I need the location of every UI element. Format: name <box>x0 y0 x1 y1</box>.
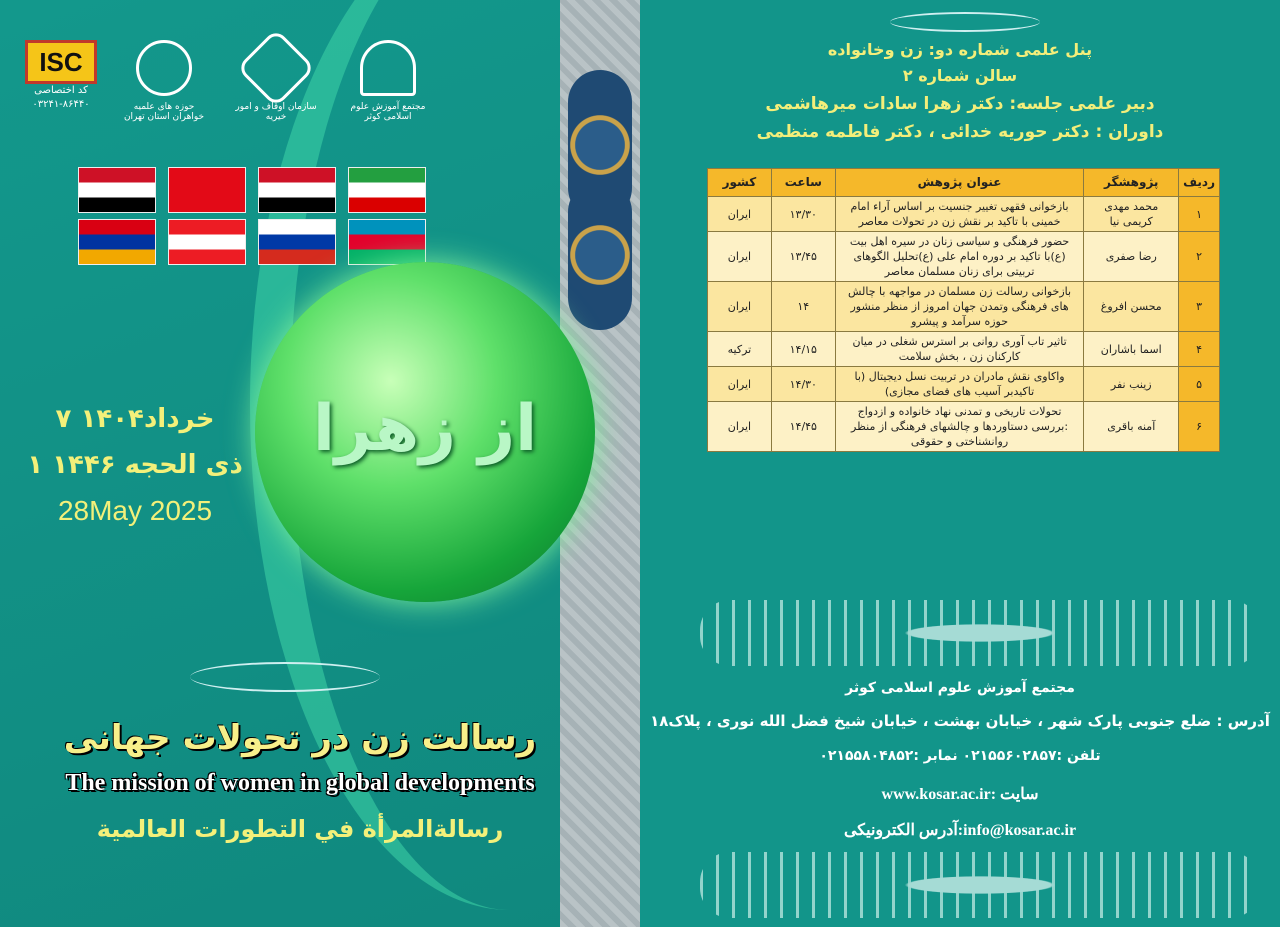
org-logo-seminaries <box>119 40 209 130</box>
col-header-index: ردیف <box>1179 169 1220 197</box>
contact-phone: تلفن :۰۲۱۵۵۶۰۲۸۵۷ نمابر :۰۲۱۵۵۸۰۴۸۵۲ <box>819 748 1101 764</box>
org-logo-label: مجتمع آموزش علوم اسلامی کوثر <box>350 102 426 122</box>
cell-time: ۱۴/۱۵ <box>771 332 835 367</box>
title-persian: رسالت زن در تحولات جهانی <box>63 718 537 758</box>
col-header-title: عنوان پژوهش <box>835 169 1084 197</box>
cell-index: ۳ <box>1179 282 1220 332</box>
schedule-table <box>707 168 1220 452</box>
program-panel <box>640 0 1280 927</box>
flag-syria <box>258 167 336 213</box>
cell-index: ۱ <box>1179 197 1220 232</box>
cell-researcher: محسن افروغ <box>1084 282 1179 332</box>
title-arabic: رسالةالمرأة في التطورات العالمية <box>96 815 504 843</box>
title-english: The mission of women in global developments <box>65 770 535 796</box>
cell-time: ۱۴/۴۵ <box>771 402 835 452</box>
flag-iraq <box>78 167 156 213</box>
contact-website[interactable]: www.kosar.ac.ir: سایت <box>881 786 1039 803</box>
cell-title: بازخوانی فقهی تغییر جنسیت بر اساس آراء امام خمینی با تاکید بر نقش زن در تحولات معاصر <box>835 197 1084 232</box>
ornament-divider <box>890 12 1040 32</box>
cell-country: ایران <box>708 282 772 332</box>
flag-iran <box>348 167 426 213</box>
table-row <box>708 197 1220 232</box>
cell-title: حضور فرهنگی و سیاسی زنان در سیره اهل بیت (ع)با تاکید بر دوره امام علی (ع)تحلیل الگوهای تربیتی برای زنان مسلمان معاصر <box>835 232 1084 282</box>
logo-row <box>25 40 433 130</box>
cell-country: ایران <box>708 232 772 282</box>
cell-title: بازخوانی رسالت زن مسلمان در مواجهه با چالش های فرهنگی وتمدن جهان امروز از منظر منشور حوزه سرآمد و پیشرو <box>835 282 1084 332</box>
isc-code: ۰۳۲۴۱-۸۶۴۴۰ <box>32 99 90 110</box>
col-header-researcher: پژوهشگر <box>1084 169 1179 197</box>
cell-researcher: زینب نفر <box>1084 367 1179 402</box>
date-hijri: ۱ ذی الحجه ۱۴۴۶ <box>27 450 243 480</box>
flag-lebanon <box>168 219 246 265</box>
cell-researcher: آمنه باقری <box>1084 402 1179 452</box>
ornament-divider <box>190 662 380 692</box>
cell-researcher: اسما باشاران <box>1084 332 1179 367</box>
cell-time: ۱۴ <box>771 282 835 332</box>
event-dates <box>20 396 250 534</box>
date-shamsi: ۷ خرداد۱۴۰۴ <box>55 404 215 434</box>
decorative-pattern <box>700 852 1260 918</box>
cell-title: تحولات تاریخی و تمدنی نهاد خانواده و ازدواج :بررسی دستاوردها و چالشهای فرهنگی از منظر روانشناختی و حقوقی <box>835 402 1084 452</box>
table-row <box>708 332 1220 367</box>
cell-country: ایران <box>708 367 772 402</box>
cell-country: ترکیه <box>708 332 772 367</box>
globe-calligraphy: از زهرا <box>312 392 538 466</box>
table-row <box>708 402 1220 452</box>
contact-org: مجتمع آموزش علوم اسلامی کوثر <box>845 680 1075 696</box>
decorative-pattern <box>700 600 1260 666</box>
green-globe-image <box>255 262 595 602</box>
cell-title: واکاوی نقش مادران در تربیت نسل دیجیتال (با تاکیدبر آسیب های فضای مجازی) <box>835 367 1084 402</box>
col-header-time: ساعت <box>771 169 835 197</box>
country-flags <box>78 167 426 265</box>
cell-researcher: محمد مهدی کریمی نیا <box>1084 197 1179 232</box>
cell-index: ۲ <box>1179 232 1220 282</box>
cell-time: ۱۳/۳۰ <box>771 197 835 232</box>
cell-country: ایران <box>708 402 772 452</box>
cell-country: ایران <box>708 197 772 232</box>
org-logo-awqaf <box>231 40 321 130</box>
table-row <box>708 367 1220 402</box>
flag-azerbaijan <box>348 219 426 265</box>
isc-logo <box>25 40 97 112</box>
panel-chair: دبیر علمی جلسه: دکتر زهرا سادات میرهاشمی <box>765 94 1155 114</box>
cell-time: ۱۴/۳۰ <box>771 367 835 402</box>
table-row <box>708 282 1220 332</box>
flag-armenia <box>78 219 156 265</box>
cell-index: ۴ <box>1179 332 1220 367</box>
org-logo-kosar <box>343 40 433 130</box>
cell-researcher: رضا صفری <box>1084 232 1179 282</box>
col-header-country: کشور <box>708 169 772 197</box>
flag-turkey <box>168 167 246 213</box>
panel-title: پنل علمی شماره دو: زن وخانواده <box>827 40 1093 59</box>
ornament <box>568 180 632 330</box>
panel-hall: سالن شماره ۲ <box>902 66 1018 85</box>
table-row <box>708 232 1220 282</box>
isc-mark: ISC <box>25 40 97 84</box>
cell-time: ۱۳/۴۵ <box>771 232 835 282</box>
contact-address: آدرس : ضلع جنوبی پارک شهر ، خیابان بهشت ، خیابان شیخ فضل الله نوری ، پلاک۱۸ <box>650 712 1270 730</box>
cell-title: تاثیر تاب آوری روانی بر استرس شغلی در میان کارکنان زن ، بخش سلامت <box>835 332 1084 367</box>
date-gregorian: 28May 2025 <box>57 495 213 526</box>
org-logo-label: سازمان اوقاف و امور خیریه <box>235 102 317 122</box>
isc-code-label: کد اختصاصی <box>34 85 88 96</box>
contact-email[interactable]: آدرس الکترونیکی:info@kosar.ac.ir <box>843 822 1077 839</box>
cell-index: ۶ <box>1179 402 1220 452</box>
panel-judges: داوران : دکتر حوریه خدائی ، دکتر فاطمه منظمی <box>756 122 1164 142</box>
flag-russia <box>258 219 336 265</box>
org-logo-label: حوزه های علمیه خواهران استان تهران <box>123 102 205 122</box>
cell-index: ۵ <box>1179 367 1220 402</box>
